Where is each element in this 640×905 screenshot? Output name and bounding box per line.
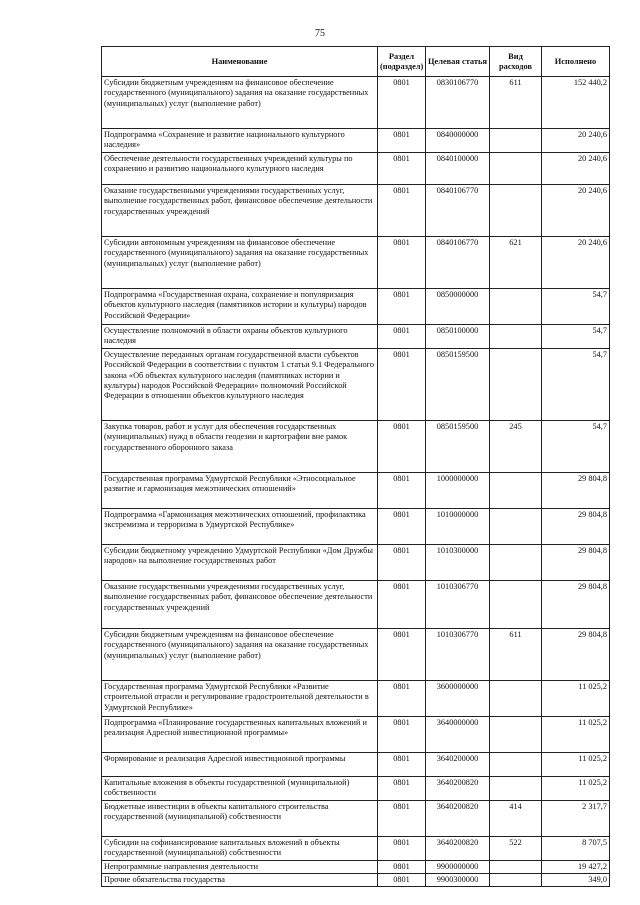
row-section: 0801 xyxy=(378,752,426,776)
row-executed: 152 440,2 xyxy=(542,77,610,129)
row-executed: 20 240,6 xyxy=(542,153,610,185)
row-expense: 245 xyxy=(490,420,542,472)
row-section: 0801 xyxy=(378,348,426,420)
row-name: Обеспечение деятельности государственных учреждений культуры по сохранению и развитию национального культурного наследия xyxy=(102,153,378,185)
row-section: 0801 xyxy=(378,874,426,887)
row-name: Закупка товаров, работ и услуг для обеспечения государственных (муниципальных) нужд в области геодезии и картографии вне рамок государственного оборонного заказа xyxy=(102,420,378,472)
row-name: Субсидии бюджетным учреждениям на финансовое обеспечение государственного (муниципального) задания на оказание государственных (муниципальных) услуг (выполнение работ) xyxy=(102,628,378,680)
table-row xyxy=(102,580,610,628)
row-executed: 20 240,6 xyxy=(542,237,610,289)
table-row xyxy=(102,544,610,580)
row-name: Подпрограмма «Гармонизация межэтнических отношений, профилактика экстремизма и терроризма в Удмуртской Республике» xyxy=(102,508,378,544)
row-section: 0801 xyxy=(378,185,426,237)
row-name: Осуществление полномочий в области охраны объектов культурного наследия xyxy=(102,325,378,349)
row-target: 3640000000 xyxy=(426,716,490,752)
table-row xyxy=(102,874,610,887)
row-section: 0801 xyxy=(378,544,426,580)
row-section: 0801 xyxy=(378,508,426,544)
row-executed: 19 427,2 xyxy=(542,860,610,873)
table-row xyxy=(102,77,610,129)
row-target: 3640200820 xyxy=(426,800,490,836)
table-row xyxy=(102,716,610,752)
row-section: 0801 xyxy=(378,472,426,508)
row-name: Прочие обязательства государства xyxy=(102,874,378,887)
table-row xyxy=(102,836,610,860)
row-target: 1010300000 xyxy=(426,544,490,580)
row-executed: 20 240,6 xyxy=(542,185,610,237)
row-target: 0850000000 xyxy=(426,289,490,325)
row-expense xyxy=(490,752,542,776)
row-executed: 11 025,2 xyxy=(542,680,610,716)
header-executed: Исполнено xyxy=(542,47,610,77)
table-row xyxy=(102,472,610,508)
row-target: 3600000000 xyxy=(426,680,490,716)
table-row xyxy=(102,185,610,237)
budget-table xyxy=(101,46,610,887)
row-executed: 11 025,2 xyxy=(542,752,610,776)
header-section: Раздел (подраздел) xyxy=(378,47,426,77)
row-expense xyxy=(490,874,542,887)
row-target: 0840106770 xyxy=(426,237,490,289)
row-expense xyxy=(490,153,542,185)
row-expense: 621 xyxy=(490,237,542,289)
row-expense: 611 xyxy=(490,77,542,129)
table-row xyxy=(102,628,610,680)
row-section: 0801 xyxy=(378,680,426,716)
table-row xyxy=(102,508,610,544)
row-name: Непрограммные направления деятельности xyxy=(102,860,378,873)
row-expense xyxy=(490,544,542,580)
row-target: 0850159500 xyxy=(426,420,490,472)
row-executed: 29 804,8 xyxy=(542,580,610,628)
row-executed: 29 804,8 xyxy=(542,628,610,680)
row-section: 0801 xyxy=(378,237,426,289)
row-target: 1010306770 xyxy=(426,580,490,628)
row-section: 0801 xyxy=(378,716,426,752)
row-executed: 20 240,6 xyxy=(542,129,610,153)
table-row xyxy=(102,348,610,420)
row-executed: 54,7 xyxy=(542,289,610,325)
row-section: 0801 xyxy=(378,420,426,472)
row-target: 3640200820 xyxy=(426,836,490,860)
header-name: Наименование xyxy=(102,47,378,77)
row-target: 3640200820 xyxy=(426,776,490,800)
row-executed: 2 317,7 xyxy=(542,800,610,836)
row-expense xyxy=(490,185,542,237)
row-expense xyxy=(490,325,542,349)
row-target: 0830106770 xyxy=(426,77,490,129)
row-target: 1010000000 xyxy=(426,508,490,544)
row-section: 0801 xyxy=(378,153,426,185)
row-section: 0801 xyxy=(378,325,426,349)
row-section: 0801 xyxy=(378,860,426,873)
table-row xyxy=(102,325,610,349)
row-target: 0850100000 xyxy=(426,325,490,349)
row-expense xyxy=(490,776,542,800)
table-row xyxy=(102,153,610,185)
row-name: Субсидии на софинансирование капитальных вложений в объекты государственной (муниципальной) собственности xyxy=(102,836,378,860)
row-executed: 54,7 xyxy=(542,348,610,420)
table-row xyxy=(102,420,610,472)
row-target: 0840106770 xyxy=(426,185,490,237)
table-row xyxy=(102,289,610,325)
row-expense xyxy=(490,860,542,873)
row-target: 0840100000 xyxy=(426,153,490,185)
row-name: Формирование и реализация Адресной инвестиционной программы xyxy=(102,752,378,776)
row-executed: 54,7 xyxy=(542,325,610,349)
row-name: Субсидии бюджетному учреждению Удмуртской Республики «Дом Дружбы народов» на выполнение государственных работ xyxy=(102,544,378,580)
table-row xyxy=(102,680,610,716)
row-executed: 8 707,5 xyxy=(542,836,610,860)
table-row xyxy=(102,129,610,153)
row-expense: 611 xyxy=(490,628,542,680)
table-row xyxy=(102,752,610,776)
table-row xyxy=(102,860,610,873)
row-target: 9900000000 xyxy=(426,860,490,873)
page-number: 75 xyxy=(315,28,325,39)
header-target: Целевая статья xyxy=(426,47,490,77)
row-executed: 29 804,8 xyxy=(542,508,610,544)
row-expense xyxy=(490,680,542,716)
row-expense xyxy=(490,129,542,153)
row-expense xyxy=(490,716,542,752)
row-section: 0801 xyxy=(378,628,426,680)
row-executed: 29 804,8 xyxy=(542,472,610,508)
row-expense xyxy=(490,508,542,544)
row-section: 0801 xyxy=(378,77,426,129)
row-expense xyxy=(490,472,542,508)
row-expense: 522 xyxy=(490,836,542,860)
row-target: 0840000000 xyxy=(426,129,490,153)
row-section: 0801 xyxy=(378,289,426,325)
row-target: 0850159500 xyxy=(426,348,490,420)
row-section: 0801 xyxy=(378,800,426,836)
row-expense xyxy=(490,348,542,420)
row-expense xyxy=(490,289,542,325)
row-expense xyxy=(490,580,542,628)
row-executed: 29 804,8 xyxy=(542,544,610,580)
row-name: Субсидии бюджетным учреждениям на финансовое обеспечение государственного (муниципального) задания на оказание государственных (муниципальных) услуг (выполнение работ) xyxy=(102,77,378,129)
row-target: 1000000000 xyxy=(426,472,490,508)
row-expense: 414 xyxy=(490,800,542,836)
row-executed: 54,7 xyxy=(542,420,610,472)
row-executed: 11 025,2 xyxy=(542,776,610,800)
row-executed: 349,0 xyxy=(542,874,610,887)
row-target: 9900300000 xyxy=(426,874,490,887)
header-expense: Вид расходов xyxy=(490,47,542,77)
row-section: 0801 xyxy=(378,776,426,800)
row-name: Бюджетные инвестиции в объекты капитального строительства государственной (муниципальной) собственности xyxy=(102,800,378,836)
table-row xyxy=(102,800,610,836)
row-name: Субсидии автономным учреждениям на финансовое обеспечение государственного (муниципального) задания на оказание государственных (муниципальных) услуг (выполнение работ) xyxy=(102,237,378,289)
row-name: Подпрограмма «Сохранение и развитие национального культурного наследия» xyxy=(102,129,378,153)
table-row xyxy=(102,237,610,289)
row-executed: 11 025,2 xyxy=(542,716,610,752)
row-section: 0801 xyxy=(378,129,426,153)
row-name: Оказание государственными учреждениями государственных услуг, выполнение государственных работ, финансовое обеспечение деятельности государственных учреждений xyxy=(102,580,378,628)
row-name: Капитальные вложения в объекты государственной (муниципальной) собственности xyxy=(102,776,378,800)
row-target: 3640200000 xyxy=(426,752,490,776)
row-name: Государственная программа Удмуртской Республики «Этносоциальное развитие и гармонизация межэтнических отношений» xyxy=(102,472,378,508)
row-name: Осуществление переданных органам государственной власти субъектов Российской Федерации в соответствии с пунктом 1 статьи 9.1 Федерального закона «Об объектах культурного наследия (памятниках истории и культуры) народов Российской Федерации» полномочий Российской Федерации в отношении объектов культурного наследия xyxy=(102,348,378,420)
table-row xyxy=(102,776,610,800)
row-name: Подпрограмма «Государственная охрана, сохранение и популяризация объектов культурного наследия (памятников истории и культуры) народов Российской Федерации» xyxy=(102,289,378,325)
row-section: 0801 xyxy=(378,580,426,628)
row-name: Подпрограмма «Планирование государственных капитальных вложений и реализация Адресной инвестиционной программы» xyxy=(102,716,378,752)
row-section: 0801 xyxy=(378,836,426,860)
row-name: Государственная программа Удмуртской Республики «Развитие строительной отрасли и регулирование градостроительной деятельности в Удмуртской Республике» xyxy=(102,680,378,716)
row-target: 1010306770 xyxy=(426,628,490,680)
row-name: Оказание государственными учреждениями государственных услуг, выполнение государственных работ, финансовое обеспечение деятельности государственных учреждений xyxy=(102,185,378,237)
